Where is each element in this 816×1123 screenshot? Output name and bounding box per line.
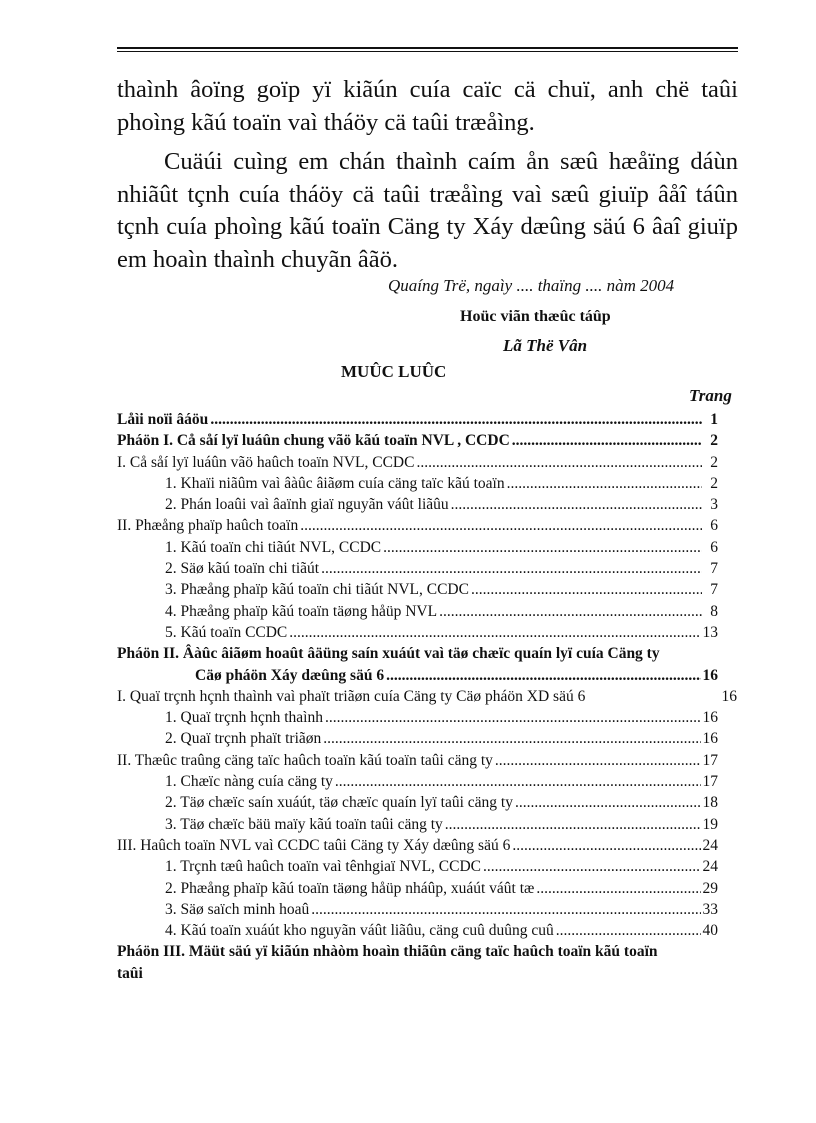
toc-entry-page: 2 [710,453,718,471]
toc-entry-label: 1. Chæïc nàng cuía cäng ty [165,773,333,791]
toc-entry-label: 1. Trçnh tæû haûch toaïn vaì tênhgiaï NVL, CCDC [165,858,482,876]
toc-entry [117,601,718,622]
header-rule-thick [117,47,738,49]
toc-entry-page: 16 [702,730,718,748]
toc-entry-page: 8 [710,602,718,620]
toc-entry-label: 3. Täø chæïc bäü maïy kãú toaïn taûi cäng ty [165,815,443,833]
toc-entry [117,920,718,941]
toc-entry [117,643,718,664]
toc-entry-label: 3. Säø saïch minh hoaû [165,900,310,918]
toc-entry-page: 24 [702,858,718,876]
toc-entry [117,899,718,920]
signer-name: Lã Thë Vân [503,336,588,355]
toc-entry-page: 3 [710,496,718,514]
header-rule-thin [117,51,738,52]
toc-entry-label: 1. Quaï trçnh hçnh thaình [165,709,323,727]
toc-entry-page: 6 [710,538,718,556]
toc-entry-label: Låìi noïi âáöu [117,411,209,428]
toc-entry [117,473,718,494]
toc-entry [117,941,718,984]
toc-entry-label: 1. Khaïi niãûm vaì âàûc âiãøm cuía cäng taïc kãú toaïn [165,474,505,492]
toc-entry-label: Pháön III. Mäüt säú yï kiãún nhàòm hoaìn thiãûn cäng taïc haûch toaïn kãú toaïn taûi [117,943,658,982]
toc-entry-label: 3. Phæång phaïp kãú toaïn chi tiãút NVL, CCDC [165,581,469,599]
toc-entry-page: 40 [702,922,718,940]
toc-entry-page: 6 [710,517,718,535]
toc-entry-page: 7 [710,560,718,578]
toc-entry [117,728,718,749]
toc-entry-label: 4. Kãú toaïn xuáút kho nguyãn váût liãûu, cäng cuû duûng cuû [165,922,554,940]
toc-entry-page: 18 [702,794,718,812]
toc-entry-label: 5. Kãú toaïn CCDC [165,623,288,641]
toc-entry-page: 2 [710,432,718,450]
toc-entry [117,579,718,600]
toc-entry [117,430,718,451]
toc-title: MUÛC LUÛC [341,362,447,381]
toc-entry [117,452,718,473]
toc-entry-page: 1 [710,411,718,428]
toc-entry-label: 1. Kãú toaïn chi tiãút NVL, CCDC [165,538,382,556]
toc-entry-label: 2. Phán loaûi vaì âaïnh giaï nguyãn váût liãûu [165,496,449,514]
toc-entry-page: 19 [702,815,718,833]
body-paragraph-1: thaình âoïng goïp yï kiãún cuía caïc cä chuï, anh chë taûi phoìng kãú toaïn vaì tháöy cä taûi træåìng. [117,76,738,136]
toc-entry-label: Pháön I. Cå såí lyï luáûn chung vãö kãú toaïn NVL , CCDC [117,432,510,450]
toc-entry-page: 29 [702,879,718,897]
toc-entry-label: 2. Säø kãú toaïn chi tiãút [165,560,320,578]
toc-entry [117,835,718,856]
toc-entry-page: 16 [702,709,718,727]
toc-entry-page: 13 [702,623,718,641]
toc-entry [117,878,718,899]
toc-entry-label: I. Cå såí lyï luáûn vãö haûch toaïn NVL, CCDC [117,453,415,471]
toc-entry [117,771,718,792]
signer-role: Hoüc viãn thæûc táûp [460,308,611,325]
body-paragraph-2: Cuäúi cuìng em chán thaình caím ån sæû hæåïng dáùn nhiãût tçnh cuía tháöy cä taûi træåìng vaì sæû giuïp âåî táûn tçnh cuía phoìng kãú toaïn Cäng ty Xáy dæûng säú 6 âaî giuïp em hoaìn thaình chuyãn âãö. [117,148,738,273]
toc-entry [117,814,718,835]
toc-entry-page: 17 [702,773,718,791]
toc-page-header: Trang [689,386,732,405]
toc-entry-page: 16 [721,687,737,705]
toc-entry [117,856,718,877]
toc-entry [117,686,737,707]
toc-entry-page: 24 [702,836,718,854]
place-date: Quaíng Trë, ngaìy .... thaïng .... nàm 2004 [388,276,675,295]
toc-entry-label: I. Quaï trçnh hçnh thaình vaì phaït triãøn cuía Cäng ty Cäø pháön XD säú 6 [117,687,586,705]
toc-entry [117,515,718,536]
toc-entry-page: 16 [702,666,718,684]
toc-entry [117,750,718,771]
toc-entry [117,409,718,430]
toc-entry [117,665,718,686]
toc-entry [117,494,718,515]
toc-entry [117,707,718,728]
toc-entry [117,622,718,643]
toc-entry-page: 33 [702,900,718,918]
toc-entry-page: 17 [702,751,718,769]
toc-entry-label: 4. Phæång phaïp kãú toaïn täøng håüp NVL [165,602,438,620]
toc-entry-label: Cäø pháön Xáy dæûng säú 6 [195,666,385,684]
toc-entry-label: II. Thæûc traûng cäng taïc haûch toaïn kãú toaïn taûi cäng ty [117,751,493,769]
toc-entry-label: III. Haûch toaïn NVL vaì CCDC taûi Cäng ty Xáy dæûng säú 6 [117,836,511,854]
toc-entry [117,537,718,558]
table-of-contents [117,409,737,984]
toc-entry-label: II. Phæång phaïp haûch toaïn [117,517,299,535]
toc-entry-label: 2. Täø chæïc saín xuáút, täø chæïc quaín lyï taûi cäng ty [165,794,513,812]
toc-entry-page: 7 [710,581,718,599]
toc-entry-label: Pháön II. Âàûc âiãøm hoaût âäüng saín xuáút vaì täø chæïc quaín lyï cuía Cäng ty [117,645,660,663]
toc-entry [117,792,718,813]
toc-entry-page: 2 [710,474,718,492]
toc-entry-label: 2. Phæång phaïp kãú toaïn täøng håüp nháûp, xuáút váût tæ [165,879,535,897]
toc-entry [117,558,718,579]
toc-entry-label: 2. Quaï trçnh phaït triãøn [165,730,322,748]
